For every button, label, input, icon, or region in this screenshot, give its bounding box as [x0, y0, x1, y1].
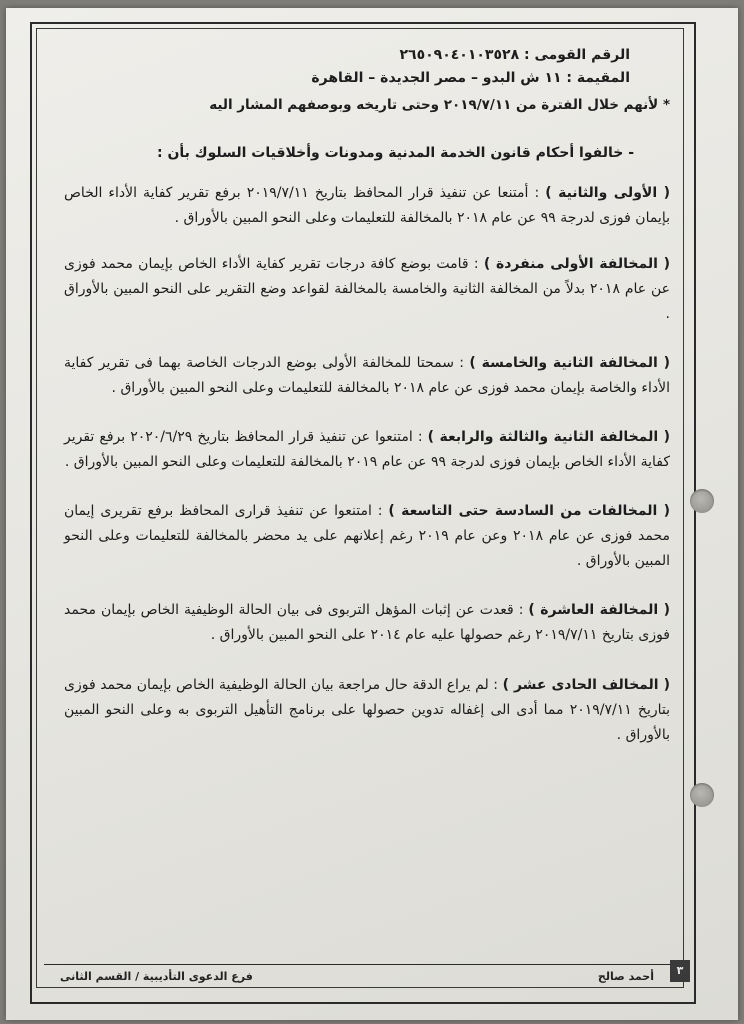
charge-label: ( المخالفة العاشرة )	[528, 602, 670, 618]
period-line: * لأنهم خلال الفترة من ٢٠١٩/٧/١١ وحتى تاريخه وبوصفهم المشار اليه	[209, 97, 670, 113]
national-id-line: الرقم القومى : ٢٦٥٠٩٠٤٠١٠٣٥٢٨	[399, 47, 630, 63]
charge-label: ( المخالف الحادى عشر )	[502, 677, 670, 693]
charge-label: ( المخالفات من السادسة حتى التاسعة )	[388, 503, 670, 519]
punch-hole	[690, 783, 714, 807]
charge-paragraph-5	[64, 499, 670, 574]
charge-label: ( المخالفة الثانية والثالثة والرابعة )	[427, 429, 670, 445]
charge-text: : لم يراع الدقة حال مراجعة بيان الحالة الوظيفية الخاص بإيمان محمد فوزى بتاريخ ٢٠١٩/٧/١١ مما أدى الى إغفاله تدوين حصولها على برنامج التأهيل التربوى به وعلى النحو المبين بالأوراق .	[64, 677, 671, 743]
document-body	[64, 44, 670, 748]
charge-text: : قامت بوضع كافة درجات تقرير كفاية الأداء الخاص بإيمان محمد فوزى عن عام ٢٠١٨ بدلاً من المخالفة الثانية والخامسة بالمخالفة لقواعد وضع التقرير على النحو المبين بالأوراق .	[64, 256, 671, 322]
charge-text: : امتنعوا عن تنفيذ قرار المحافظ بتاريخ ٢٠٢٠/٦/٢٩ برفع تقرير كفاية الأداء الخاص بإيمان فوزى لدرجة ٩٩ عن عام ٢٠١٩ بالمخالفة للتعليمات وعلى النحو المبين بالأوراق .	[64, 429, 670, 470]
charge-paragraph-3	[64, 351, 670, 401]
charge-paragraph-4	[64, 425, 670, 475]
footer-department: فرع الدعوى التأديبية / القسم الثانى	[60, 970, 253, 983]
document-page	[6, 8, 738, 1020]
charge-label: ( الأولى والثانية )	[545, 185, 670, 201]
charge-text: : أمتنعا عن تنفيذ قرار المحافظ بتاريخ ٢٠١٩/٧/١١ برفع تقرير كفاية الأداء الخاص بإيمان فوزى لدرجة ٩٩ عن عام ٢٠١٨ بالمخالفة للتعليمات وعلى النحو المبين بالأوراق .	[64, 185, 670, 226]
charge-text: : سمحتا للمخالفة الأولى بوضع الدرجات الخاصة بهما فى تقرير كفاية الأداء والخاصة بإيمان محمد فوزى عن عام ٢٠١٨ بالمخالفة للتعليمات وعلى النحو المبين بالأوراق .	[64, 355, 670, 396]
footer-divider	[44, 964, 676, 965]
charge-paragraph-1	[64, 181, 670, 231]
charge-label: ( المخالفة الثانية والخامسة )	[469, 355, 671, 371]
charge-text: : قعدت عن إثبات المؤهل التربوى فى بيان الحالة الوظيفية الخاص بإيمان محمد فوزى بتاريخ ٢٠١٩/٧/١١ رغم حصولها عليه عام ٢٠١٤ على النحو المبين بالأوراق .	[64, 602, 670, 643]
charge-paragraph-7	[64, 673, 670, 748]
footer-author-name: أحمد صالح	[597, 970, 654, 983]
residence-line: المقيمة : ١١ ش البدو – مصر الجديدة – القاهرة	[311, 70, 630, 86]
page-number: ٣	[670, 960, 690, 982]
charge-text: : امتنعوا عن تنفيذ قرارى المحافظ برفع تقريرى إيمان محمد فوزى عن عام ٢٠١٨ وعن عام ٢٠١٩ رغم إعلانهم على يد محضر بالمخالفة للتعليمات وعلى النحو المبين بالأوراق .	[64, 503, 670, 569]
charge-paragraph-6	[64, 598, 670, 648]
charges-intro: - خالفوا أحكام قانون الخدمة المدنية ومدونات وأخلاقيات السلوك بأن :	[157, 145, 634, 161]
punch-hole	[690, 489, 714, 513]
charge-paragraph-2	[64, 252, 670, 327]
charge-label: ( المخالفة الأولى منفردة )	[483, 256, 670, 272]
